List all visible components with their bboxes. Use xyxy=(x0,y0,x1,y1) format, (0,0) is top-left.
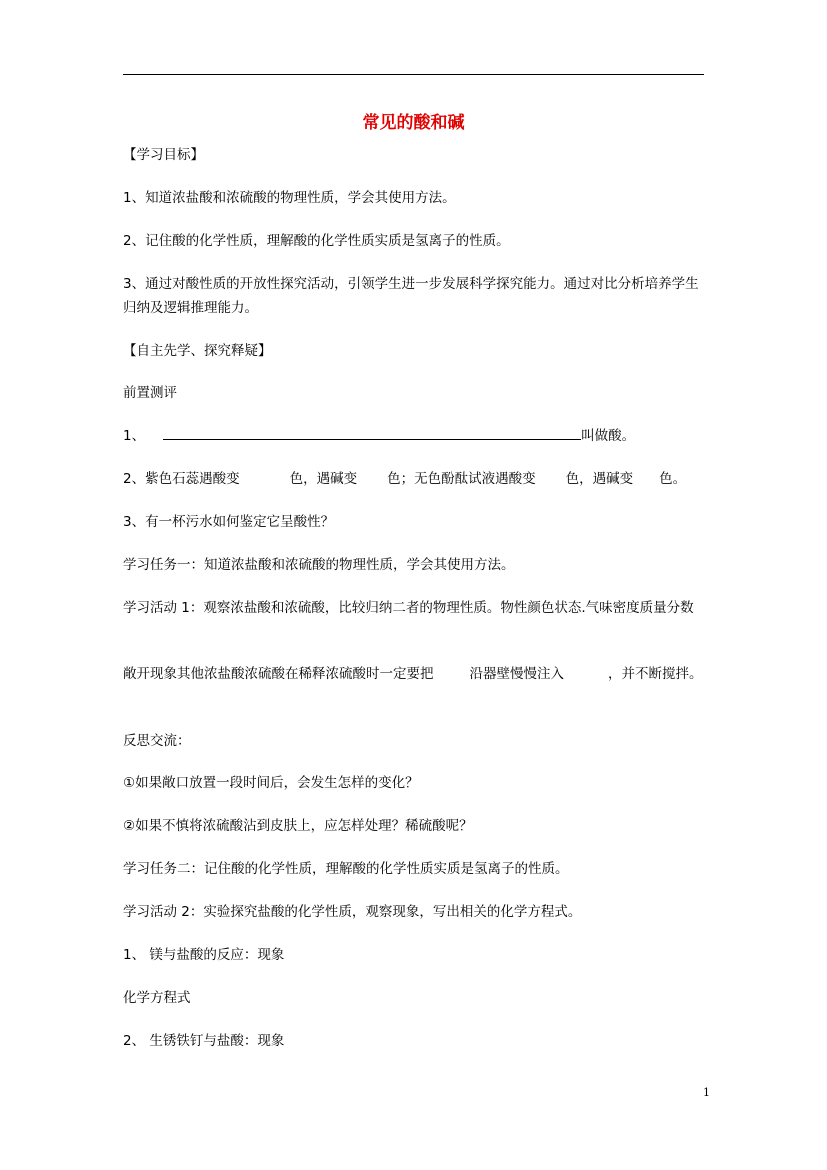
task-1: 学习任务一：知道浓盐酸和浓硫酸的物理性质，学会其使用方法。 xyxy=(123,557,515,573)
reflect-2: ②如果不慎将浓硫酸沾到皮肤上，应怎样处理？稀硫酸呢？ xyxy=(123,818,473,834)
question-2-part-a: 2、紫色石蕊遇酸变 xyxy=(123,471,240,487)
open-part-b: 沿器壁慢慢注入 xyxy=(469,666,564,682)
question-1-tail: 叫做酸。 xyxy=(581,428,636,444)
question-2 xyxy=(123,467,705,491)
question-1-number: 1、 xyxy=(123,428,146,444)
activity-1: 学习活动 1：观察浓盐酸和浓硫酸，比较归纳二者的物理性质。物性颜色状态.气味密度质量分数 xyxy=(123,600,694,616)
question-2-part-c: 色；无色酚酞试液遇酸变 xyxy=(387,471,536,487)
pretest-header: 前置测评 xyxy=(123,385,177,401)
self-study-header: 【自主先学、探究释疑】 xyxy=(123,343,272,359)
reflect-1: ①如果敞口放置一段时间后，会发生怎样的变化？ xyxy=(123,775,419,791)
page-title: 常见的酸和碱 xyxy=(362,113,465,133)
open-part-c: ，并不断搅拌。 xyxy=(608,666,703,682)
question-2-part-d: 色，遇碱变 xyxy=(565,471,634,487)
item-1: 1、 镁与盐酸的反应：现象 xyxy=(123,947,285,963)
goal-3: 3、通过对酸性质的开放性探究活动，引领学生进一步发展科学探究能力。通过对比分析培养学生归纳及逻辑推理能力。 xyxy=(123,276,699,316)
reflect-header: 反思交流： xyxy=(123,733,191,749)
question-2-part-e: 色。 xyxy=(659,471,687,487)
item-2: 2、 生锈铁钉与盐酸：现象 xyxy=(123,1033,285,1049)
question-3: 3、有一杯污水如何鉴定它呈酸性？ xyxy=(123,514,335,530)
answer-blank xyxy=(163,425,581,440)
equation-label: 化学方程式 xyxy=(123,990,191,1006)
header-rule xyxy=(123,74,704,75)
goal-1: 1、知道浓盐酸和浓硫酸的物理性质，学会其使用方法。 xyxy=(123,190,456,206)
question-1 xyxy=(123,424,705,448)
activity-2: 学习活动 2：实验探究盐酸的化学性质，观察现象，写出相关的化学方程式。 xyxy=(123,904,582,920)
open-observation xyxy=(123,662,705,686)
open-part-a: 敞开现象其他浓盐酸浓硫酸在稀释浓硫酸时一定要把 xyxy=(123,666,434,682)
task-2: 学习任务二：记住酸的化学性质，理解酸的化学性质实质是氢离子的性质。 xyxy=(123,861,569,877)
goals-header: 【学习目标】 xyxy=(123,147,204,163)
goal-2: 2、记住酸的化学性质，理解酸的化学性质实质是氢离子的性质。 xyxy=(123,233,510,249)
question-2-part-b: 色，遇碱变 xyxy=(289,471,358,487)
page-number: 1 xyxy=(703,1086,710,1099)
